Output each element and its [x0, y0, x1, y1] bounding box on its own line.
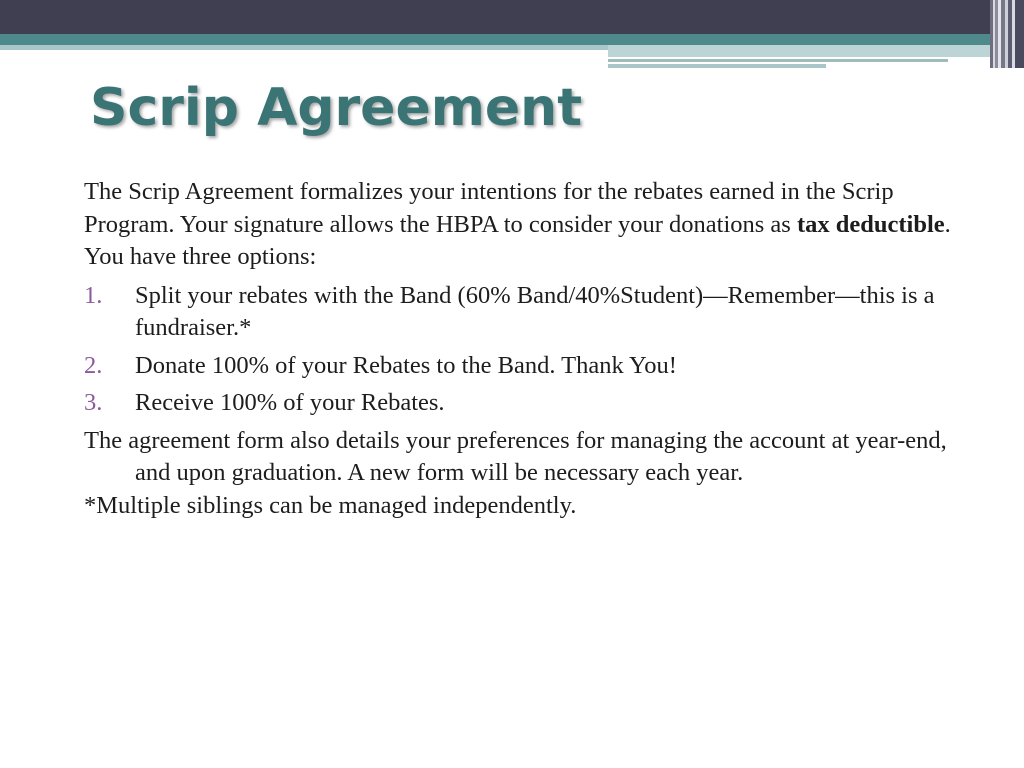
header-band-teal	[0, 34, 1024, 45]
header-vertical-stripes	[990, 0, 1024, 68]
list-item	[84, 280, 964, 345]
header-band-step	[608, 45, 1004, 57]
list-number: 3.	[84, 389, 103, 416]
options-list	[84, 280, 964, 420]
list-number: 1.	[84, 281, 103, 309]
header-band-dark	[0, 0, 1024, 34]
footnote: *Multiple siblings can be managed independently.	[84, 491, 577, 519]
agreement-note: The agreement form also details your preferences for managing the account at year-end, and upon graduation. A new form will be necessary each year.	[84, 426, 947, 486]
list-item	[84, 350, 964, 383]
intro-paragraph	[84, 176, 964, 274]
header-line	[608, 64, 826, 68]
header-band-teal-light	[0, 45, 608, 50]
list-item-text: Donate 100% of your Rebates to the Band. Thank You!	[135, 351, 677, 379]
list-item	[84, 387, 964, 420]
list-item-text: Split your rebates with the Band (60% Band/40%Student)—Remember—this is a fundraiser.*	[135, 281, 935, 341]
list-item-text: Receive 100% of your Rebates.	[135, 389, 445, 416]
list-number: 2.	[84, 351, 103, 379]
intro-text-end: . You have three options:	[84, 210, 951, 270]
slide-body	[84, 176, 964, 522]
slide-title: Scrip Agreement	[90, 78, 583, 138]
header-line	[608, 59, 948, 62]
intro-text: The Scrip Agreement formalizes your intentions for the rebates earned in the Scrip Program. Your signature allows the HBPA to consider your donations as	[84, 178, 894, 238]
tax-deductible-emphasis: tax deductible	[796, 210, 945, 238]
